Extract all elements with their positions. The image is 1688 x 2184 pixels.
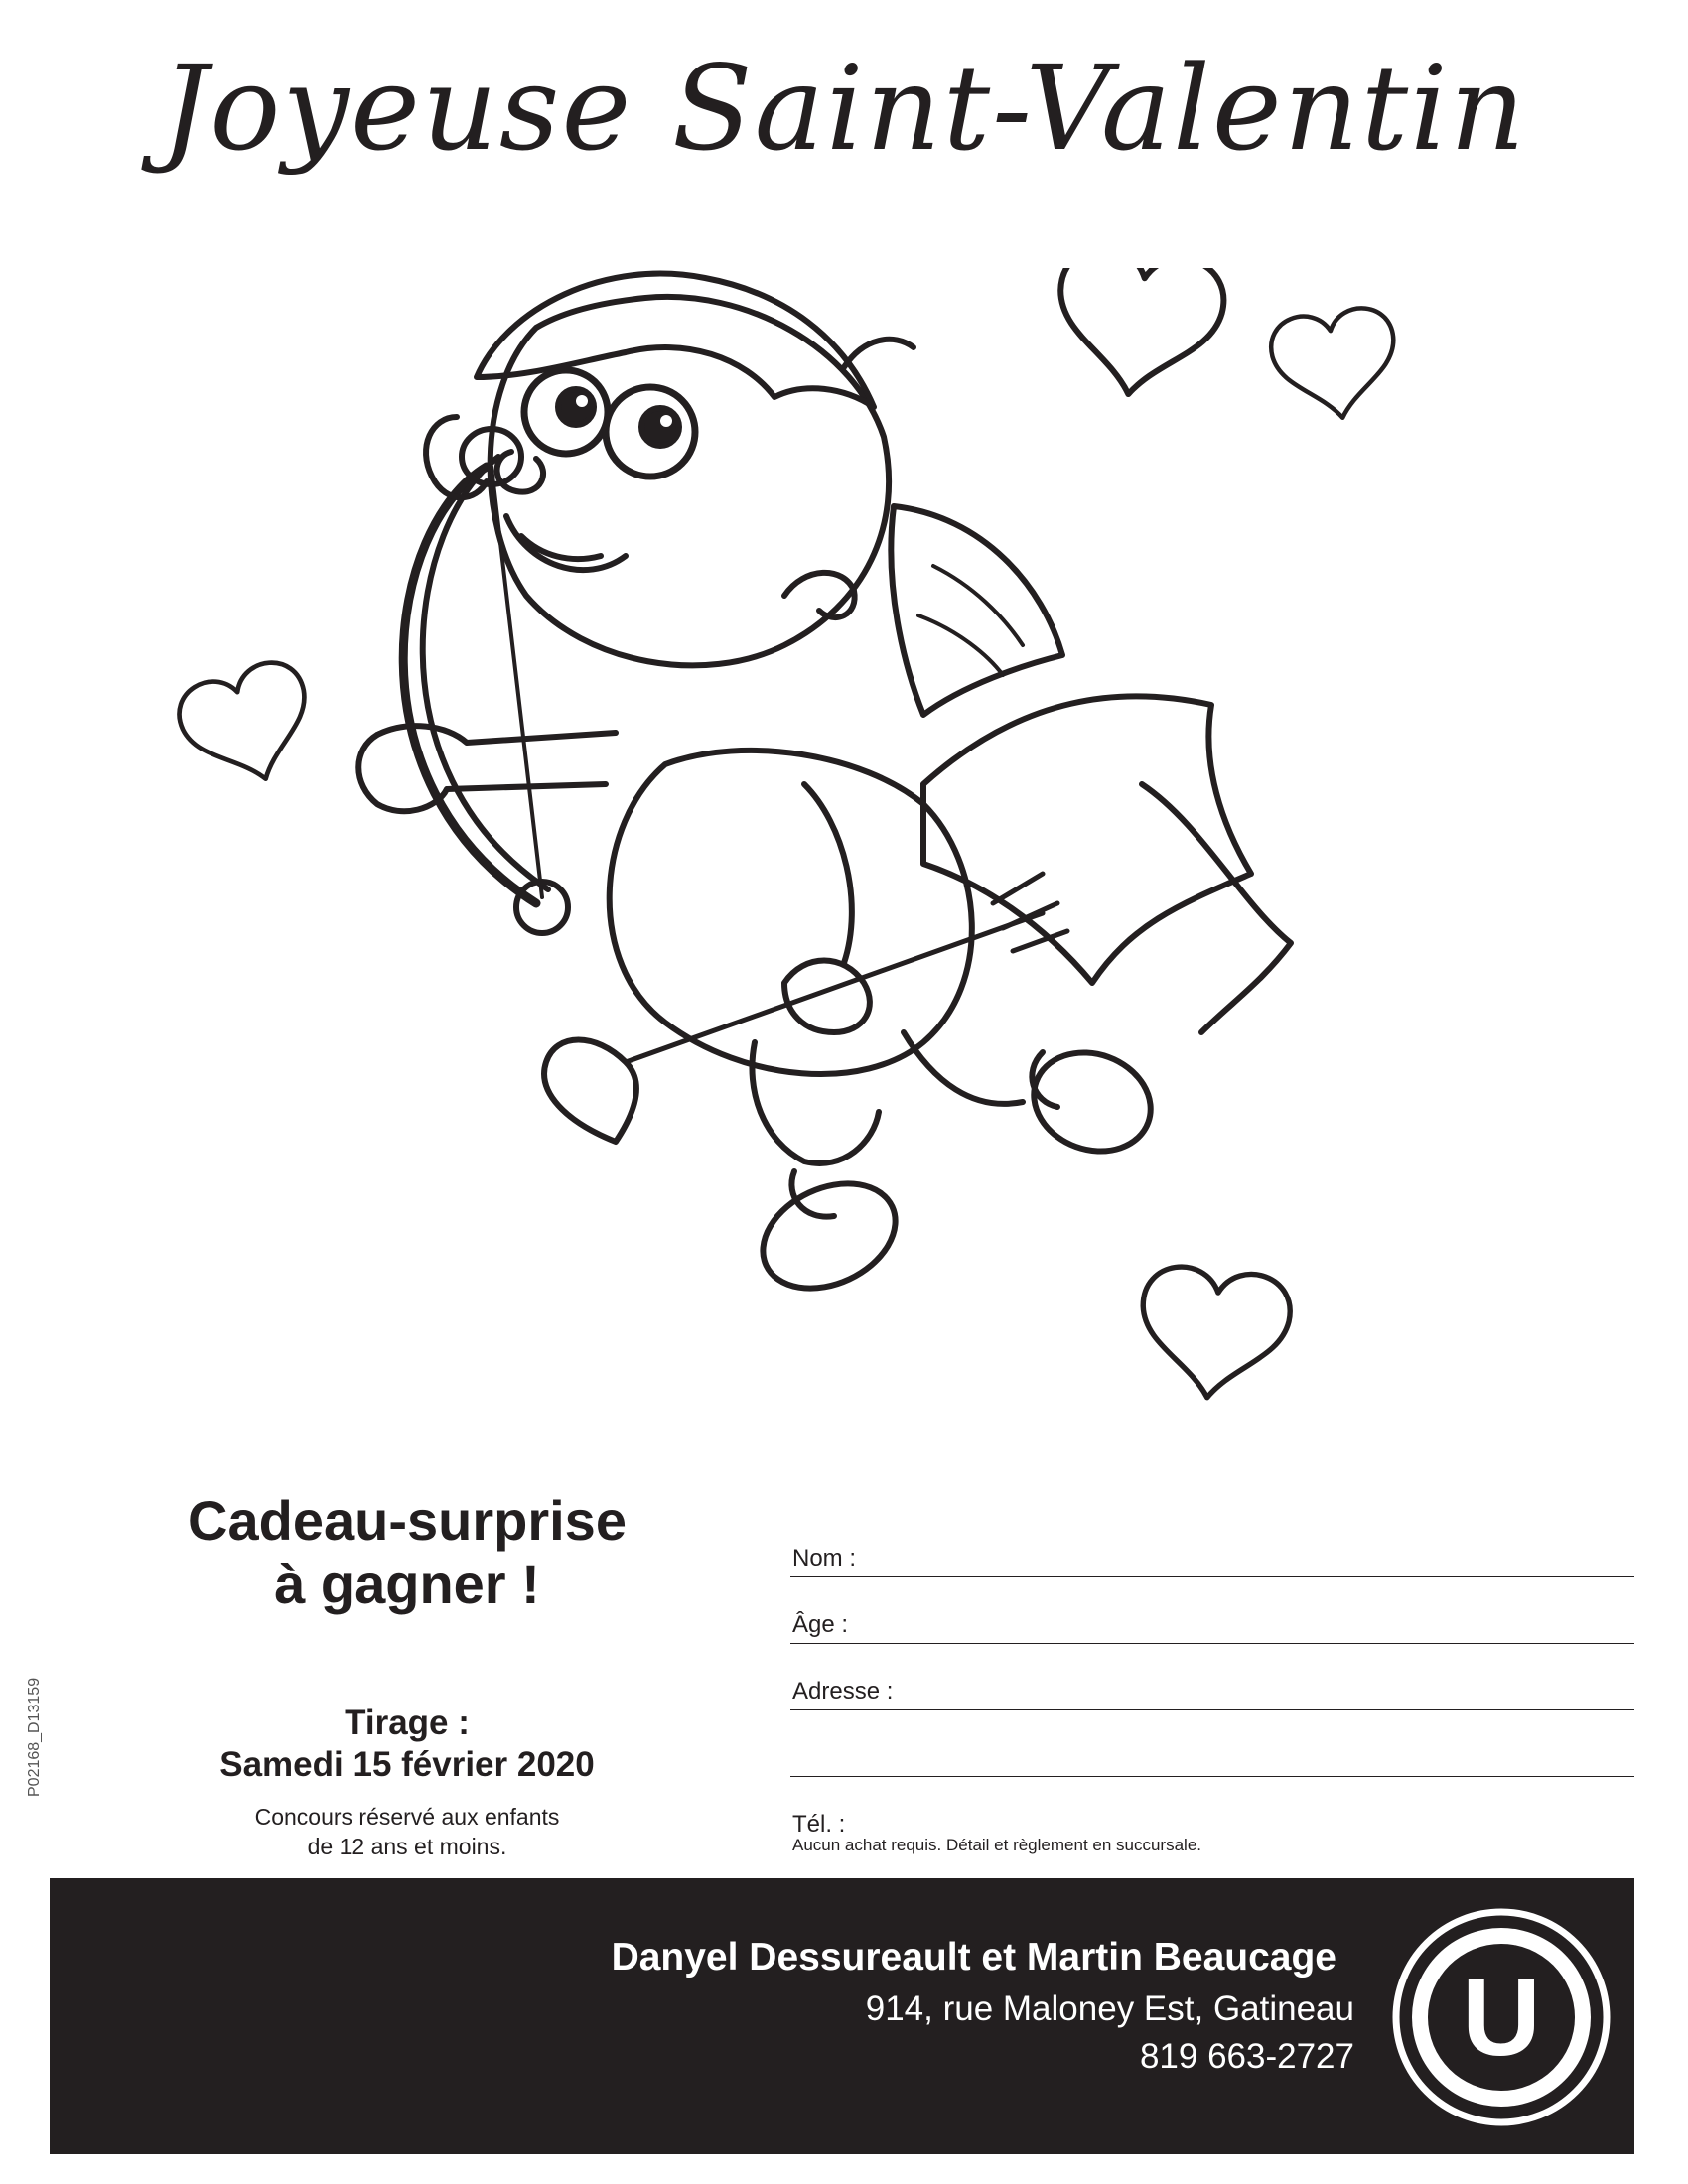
draw-label: Tirage : xyxy=(345,1704,470,1742)
store-owners: Danyel Dessureault et Martin Beaucage xyxy=(611,1936,1336,1979)
document-code: P02168_D13159 xyxy=(26,1677,43,1797)
store-banner xyxy=(50,1878,1634,2154)
bow-icon xyxy=(403,429,568,933)
name-field[interactable] xyxy=(790,1511,1634,1577)
eligibility-text xyxy=(149,1802,665,1861)
page-title: Joyeuse Saint-Valentin xyxy=(161,40,1527,177)
store-logo-icon xyxy=(1390,1906,1613,2128)
age-field[interactable] xyxy=(790,1577,1634,1644)
heart-icon xyxy=(171,654,327,799)
cupid-coloring-illustration xyxy=(149,268,1400,1459)
heart-icon xyxy=(1267,304,1400,426)
store-address: 914, rue Maloney Est, Gatineau xyxy=(865,1989,1354,2028)
prize-line-1: Cadeau-surprise xyxy=(188,1489,627,1552)
draw-date: Samedi 15 février 2020 xyxy=(219,1745,595,1784)
draw-info xyxy=(149,1703,665,1786)
entry-form xyxy=(790,1511,1634,1843)
prize-line-2: à gagner ! xyxy=(274,1553,540,1615)
address-label: Adresse : xyxy=(792,1678,894,1705)
phone-field[interactable] xyxy=(790,1777,1634,1843)
store-phone: 819 663-2727 xyxy=(1139,2037,1354,2076)
age-label: Âge : xyxy=(792,1611,849,1638)
prize-heading xyxy=(119,1489,695,1616)
legal-note: Aucun achat requis. Détail et règlement en succursale. xyxy=(792,1836,1202,1854)
name-label: Nom : xyxy=(792,1545,857,1571)
heart-icon xyxy=(1134,1263,1294,1405)
eligibility-line-1: Concours réservé aux enfants xyxy=(254,1804,560,1830)
phone-label: Tél. : xyxy=(792,1811,846,1838)
eligibility-line-2: de 12 ans et moins. xyxy=(307,1834,507,1859)
heart-icon xyxy=(1048,268,1229,406)
logo-letter: U xyxy=(1462,1957,1541,2079)
address-line-2-field[interactable] xyxy=(790,1710,1634,1777)
address-field[interactable] xyxy=(790,1644,1634,1710)
